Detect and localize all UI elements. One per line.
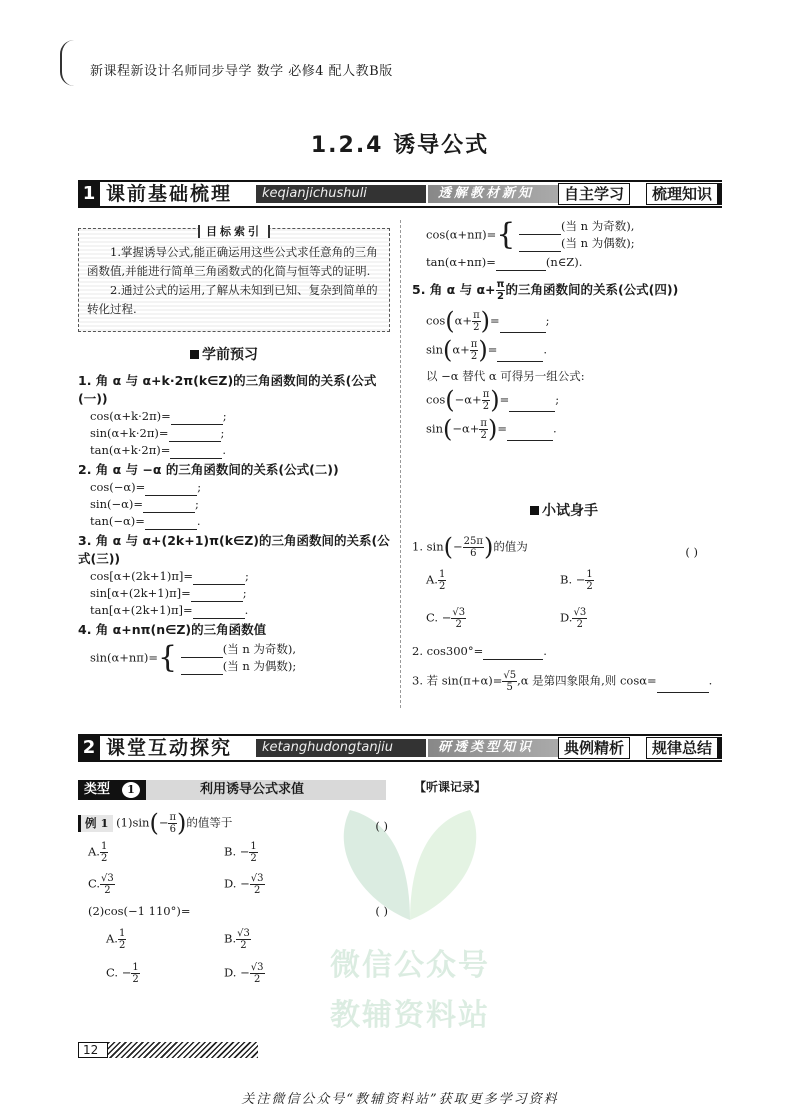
q3-line-cos: cos[α+(2k+1)π]= ; — [90, 569, 249, 583]
hatch-decoration — [108, 1042, 258, 1058]
q1-line-tan: tan(α+k·2π)= . — [90, 443, 227, 457]
option-c: C. − $\frac{1}{2}$ — [106, 962, 139, 985]
target-index-box — [78, 225, 390, 332]
option-a: A. $\frac{1}{2}$ — [88, 841, 108, 864]
option-d: D. − $\frac{√3}{2}$ — [224, 873, 264, 896]
option-b: B. − $\frac{1}{2}$ — [560, 569, 593, 592]
ex1-options-cd — [78, 871, 388, 901]
listen-record-label: 【听课记录】 — [414, 780, 487, 794]
q2-line-tan: tan(−α)= . — [90, 514, 201, 528]
section-pinyin: ketanghudongtanjiu — [256, 739, 426, 757]
type-label: 类型 — [78, 780, 146, 800]
section-title: 课堂互动探究 — [106, 737, 233, 759]
section-pinyin: keqianjichushuli — [256, 185, 426, 203]
q4-line-sin: sin(α+nπ)={ (当 n 为奇数), (当 n 为偶数); — [90, 640, 297, 675]
q5-line-sin-neg: sin(−α+ $\frac{\pi}{2}$ )= . — [426, 415, 557, 443]
option-a: A. $\frac{1}{2}$ — [426, 569, 446, 592]
type-title: 利用诱导公式求值 — [200, 782, 305, 797]
question-3-title: 3. 角 α 与 α+(2k+1)π(k∈Z)的三角函数间的关系(公式(三)) — [78, 533, 390, 566]
option-c: C. $\frac{√3}{2}$ — [88, 873, 114, 896]
section-tag-knowledge: 梳理知识 — [646, 183, 722, 205]
watermark-line-2: 教辅资料站 — [330, 998, 490, 1033]
section-slogan: 透解教材新知 — [428, 185, 624, 203]
section-tag-examples: 典例精析 — [558, 737, 630, 759]
q3-line-sin: sin[α+(2k+1)π]= ; — [90, 586, 247, 600]
question-1-title: 1. 角 α 与 α+k·2π(k∈Z)的三角函数间的关系(公式(一)) — [78, 373, 377, 406]
option-b: B. $\frac{√3}{2}$ — [224, 928, 250, 951]
answer-paren: ( ) — [375, 819, 388, 833]
try-q1-options-ab — [412, 565, 722, 599]
type-number: 1 — [122, 782, 140, 798]
q4-line-tan: tan(α+nπ)= (n∈Z). — [426, 255, 583, 269]
option-c: C. − $\frac{√3}{2}$ — [426, 607, 466, 630]
q1-line-cos: cos(α+k·2π)= ; — [90, 409, 227, 423]
try-question-2: 2. cos300°= . — [412, 644, 547, 658]
header-bracket — [60, 40, 74, 86]
option-d: D. $\frac{√3}{2}$ — [560, 607, 587, 630]
q1-line-sin: sin(α+k·2π)= ; — [90, 426, 225, 440]
q3-line-tan: tan[α+(2k+1)π]= . — [90, 603, 249, 617]
footer-note: 关注微信公众号“教辅资料站”获取更多学习资料 — [241, 1092, 559, 1107]
question-2-title: 2. 角 α 与 −α 的三角函数间的关系(公式(二)) — [78, 462, 339, 477]
section-slogan: 研透类型知识 — [428, 739, 624, 757]
q5-line-sin: sin(α+ $\frac{\pi}{2}$ )= . — [426, 336, 548, 364]
section-title: 课前基础梳理 — [106, 183, 233, 205]
q2-line-cos: cos(−α)= ; — [90, 480, 202, 494]
example-1 — [78, 809, 388, 992]
preview-right-column — [412, 218, 722, 441]
type-1-bar — [78, 780, 386, 800]
answer-paren: ( ) — [375, 904, 388, 918]
example-1-part-2: (2)cos(−1 110°)= ( ) — [88, 904, 388, 918]
try-heading: 小试身手 — [530, 500, 598, 520]
section-tag-summary: 规律总结 — [646, 737, 722, 759]
try-q1-options-cd — [412, 603, 722, 637]
ex1-2-options-ab — [78, 926, 388, 958]
q2-line-sin: sin(−α)= ; — [90, 497, 199, 511]
page-title: 1.2.4 诱导公式 — [310, 133, 490, 158]
section-2-bar — [78, 734, 722, 762]
page-number-bar — [78, 1042, 258, 1060]
target-index-label: 目标索引 — [198, 225, 270, 238]
example-label: 例 1 — [78, 815, 113, 832]
try-questions — [412, 533, 722, 693]
replace-note: 以 −α 替代 α 可得另一组公式: — [426, 369, 585, 383]
try-question-3: 3. 若 sin(π+α)= $\frac{√5}{5}$ ,α 是第四象限角,则 cosα= . — [412, 670, 713, 693]
watermark-line-1: 微信公众号 — [330, 948, 490, 983]
q4-line-cos: cos(α+nπ)={ (当 n 为奇数), (当 n 为偶数); — [426, 217, 635, 252]
question-4-title: 4. 角 α+nπ(n∈Z)的三角函数值 — [78, 622, 267, 637]
section-1-bar — [78, 180, 722, 208]
column-divider — [400, 220, 401, 708]
ex1-options-ab — [78, 839, 388, 869]
target-point-2: 2.通过公式的运用,了解从未知到已知、复杂到简单的转化过程. — [87, 283, 378, 316]
answer-paren: ( ) — [685, 545, 698, 559]
option-d: D. − $\frac{√3}{2}$ — [224, 962, 264, 985]
section-number: 2 — [78, 736, 100, 760]
section-tag-study: 自主学习 — [558, 183, 630, 205]
option-b: B. − $\frac{1}{2}$ — [224, 841, 257, 864]
preview-heading: 学前预习 — [190, 344, 258, 364]
try-question-1: 1. sin(− $\frac{25\pi}{6}$ )的值为 ( ) — [412, 533, 698, 561]
option-a: A. $\frac{1}{2}$ — [106, 928, 126, 951]
running-head: 新课程新设计名师同步导学 数学 必修4 配人教B版 — [90, 64, 393, 79]
section-number: 1 — [78, 182, 100, 206]
page-number: 12 — [78, 1042, 108, 1058]
q5-line-cos: cos(α+ $\frac{\pi}{2}$ )= ; — [426, 307, 550, 335]
q5-line-cos-neg: cos(−α+ $\frac{\pi}{2}$ )= ; — [426, 386, 560, 414]
target-point-1: 1.掌握诱导公式,能正确运用这些公式求任意角的三角函数值,并能进行简单三角函数式的化简与恒等式的证明. — [87, 245, 378, 278]
example-1-part-1: 例 1 (1)sin(− $\frac{\pi}{6}$ )的值等于 ( ) — [78, 812, 388, 835]
ex1-2-options-cd — [78, 960, 388, 992]
question-5-title: 5. 角 α 与 α+ $\frac{\pi}{2}$ 的三角函数间的关系(公式(四)) — [412, 279, 679, 302]
preview-left-column — [78, 372, 396, 675]
